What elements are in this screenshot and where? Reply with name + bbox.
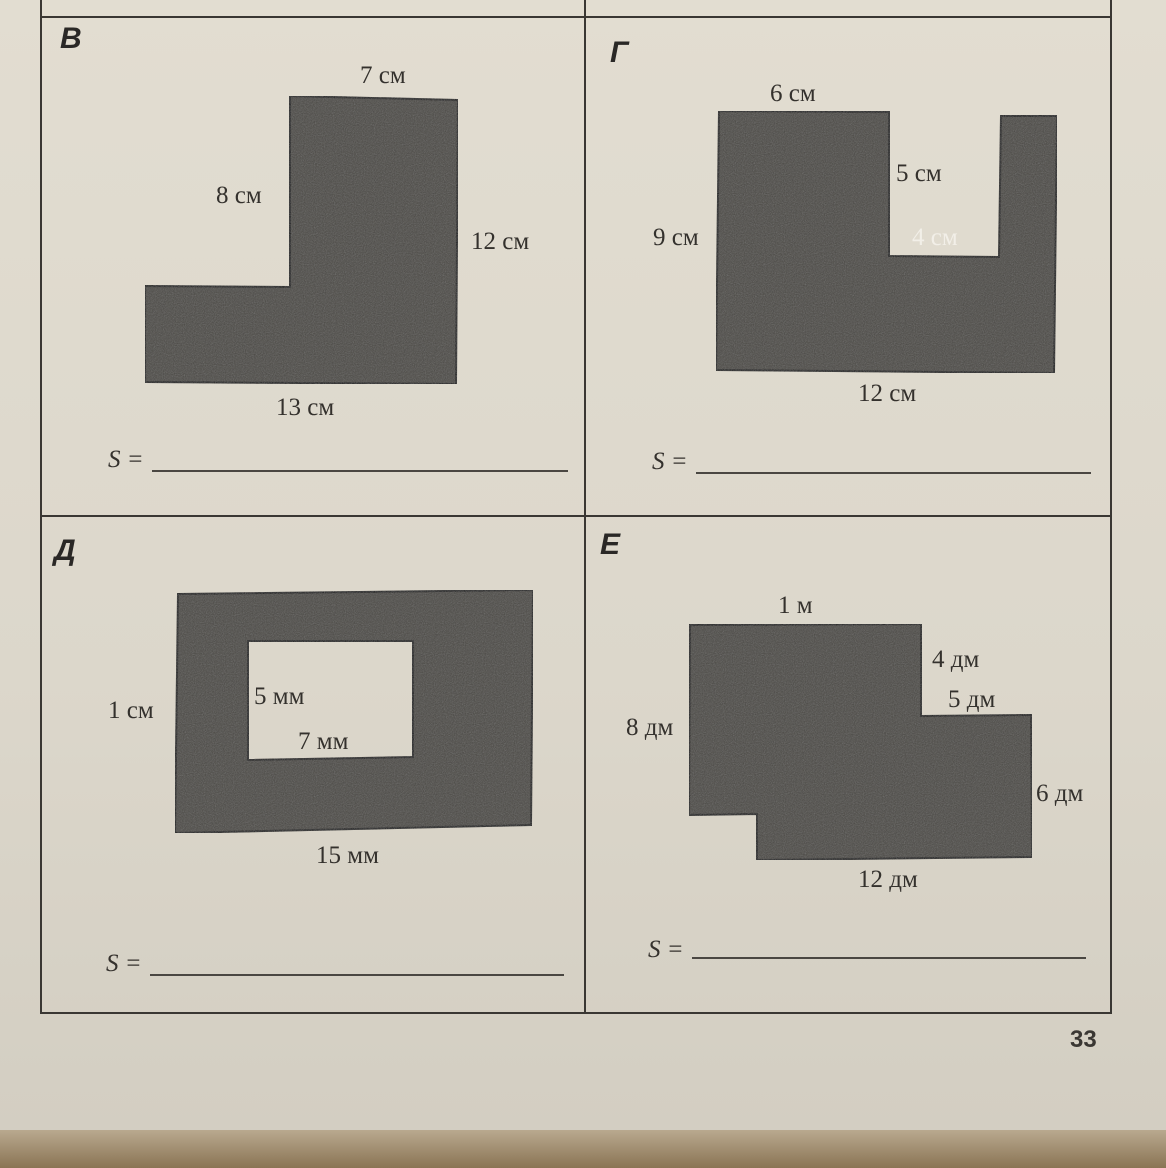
cell-d-answer-label: S = — [106, 950, 142, 977]
cell-g-label-bottom: 12 см — [858, 380, 917, 407]
cell-v-label-left: 8 см — [216, 182, 262, 209]
cell-g-letter: Г — [610, 36, 629, 69]
cell-v-answer-line[interactable] — [152, 470, 568, 472]
cell-d-letter: Д — [54, 534, 76, 567]
cell-e-answer-line[interactable] — [692, 957, 1086, 959]
cell-g-answer-line[interactable] — [696, 472, 1091, 474]
cell-v-label-bottom: 13 см — [276, 394, 335, 421]
cell-d-label-bottom: 15 мм — [316, 842, 379, 869]
figure-e-step-shape — [689, 624, 1032, 860]
cell-g-label-left: 9 см — [653, 224, 699, 251]
cell-e-label-top: 1 м — [778, 592, 813, 619]
cell-g-answer-label: S = — [652, 448, 688, 475]
cell-g-label-top: 6 см — [770, 80, 816, 107]
cell-e-label-bottom: 12 дм — [858, 866, 918, 893]
page-number: 33 — [1070, 1026, 1097, 1053]
cell-v-letter: В — [60, 22, 82, 55]
cell-e-label-right: 6 дм — [1036, 780, 1084, 807]
cell-d-label-left: 1 см — [108, 697, 154, 724]
cell-g-label-inner-top: 5 см — [896, 160, 942, 187]
cell-e-label-step-top: 4 дм — [932, 646, 980, 673]
cell-e-label-step-width: 5 дм — [948, 686, 996, 713]
cell-v-label-top: 7 см — [360, 62, 406, 89]
cell-d-answer-line[interactable] — [150, 974, 564, 976]
cell-e-answer-label: S = — [648, 936, 684, 963]
figure-g-u-shape — [716, 111, 1057, 373]
desk-surface — [0, 1130, 1166, 1168]
cell-d-label-hole-width: 7 мм — [298, 728, 349, 755]
cell-v-answer-label: S = — [108, 446, 144, 473]
cell-e-letter: Е — [600, 528, 621, 561]
cell-d-label-hole-height: 5 мм — [254, 683, 305, 710]
cell-g-label-inner-bottom: 4 см — [912, 224, 958, 251]
cell-e-label-left: 8 дм — [626, 714, 674, 741]
figure-d-frame — [175, 590, 533, 833]
figure-v-l-shape — [145, 96, 458, 384]
cell-v-label-right: 12 см — [471, 228, 530, 255]
